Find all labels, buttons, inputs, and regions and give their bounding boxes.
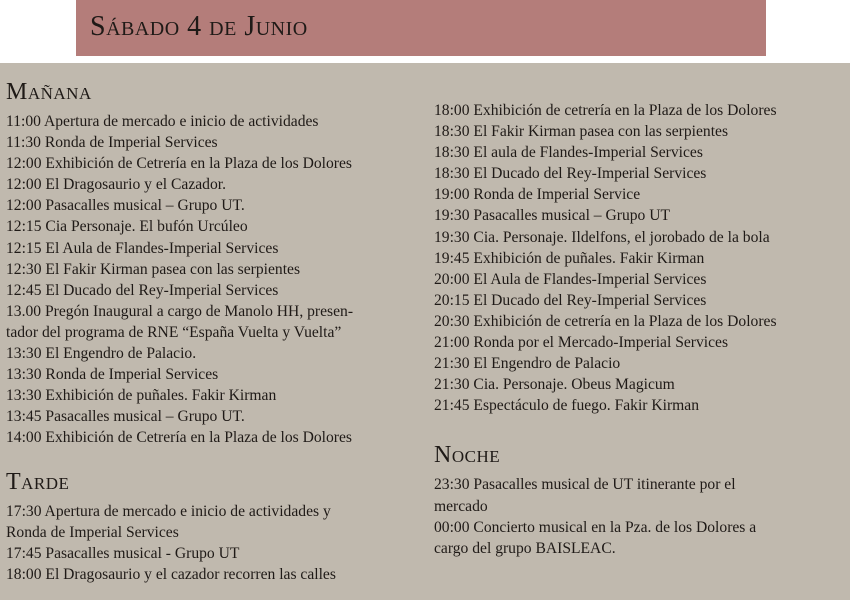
list-item: 23:30 Pasacalles musical de UT itinerante por el bbox=[434, 476, 736, 494]
list-item: 20:15 El Ducado del Rey-Imperial Services bbox=[434, 291, 707, 309]
list-item: 21:45 Espectáculo de fuego. Fakir Kirman bbox=[434, 397, 700, 415]
list-item: 18:00 Exhibición de cetrería en la Plaza de los Dolores bbox=[434, 102, 777, 119]
left-column bbox=[6, 79, 426, 585]
list-item: 14:00 Exhibición de Cetrería en la Plaza de los Dolores bbox=[6, 429, 352, 447]
list-item: cargo del grupo BAISLEAC. bbox=[434, 539, 616, 557]
list-item: 11:00 Apertura de mercado e inicio de actividades bbox=[6, 113, 319, 130]
list-item: 21:30 El Engendro de Palacio bbox=[434, 355, 621, 373]
list-item: 13.00 Pregón Inaugural a cargo de Manolo HH, presen- bbox=[6, 302, 354, 320]
right-column bbox=[434, 100, 846, 559]
list-item: 12:00 Exhibición de Cetrería en la Plaza de los Dolores bbox=[6, 155, 352, 173]
list-item: 19:00 Ronda de Imperial Service bbox=[434, 186, 641, 204]
manana-list bbox=[6, 111, 426, 449]
list-item: 18:30 El Fakir Kirman pasea con las serpientes bbox=[434, 123, 729, 141]
list-item: 17:45 Pasacalles musical - Grupo UT bbox=[6, 544, 240, 562]
list-item: 18:00 El Dragosaurio y el cazador recorren las calles bbox=[6, 565, 336, 583]
list-item: 13:30 Exhibición de puñales. Fakir Kirman bbox=[6, 387, 277, 405]
list-item: Ronda de Imperial Services bbox=[6, 523, 179, 541]
tarde-heading: Tarde bbox=[6, 468, 70, 495]
list-item: 12:45 El Ducado del Rey-Imperial Services bbox=[6, 281, 279, 299]
list-item: 13:30 El Engendro de Palacio. bbox=[6, 345, 197, 363]
list-item: 11:30 Ronda de Imperial Services bbox=[6, 134, 218, 152]
list-item: 17:30 Apertura de mercado e inicio de actividades y bbox=[6, 502, 331, 520]
list-item: 13:30 Ronda de Imperial Services bbox=[6, 366, 219, 384]
list-item: 21:30 Cia. Personaje. Obeus Magicum bbox=[434, 376, 675, 394]
list-item: 12:00 Pasacalles musical – Grupo UT. bbox=[6, 197, 245, 215]
page-title: Sábado 4 de Junio bbox=[90, 11, 308, 42]
list-item: 12:15 El Aula de Flandes-Imperial Services bbox=[6, 239, 279, 257]
list-item: 20:00 El Aula de Flandes-Imperial Services bbox=[434, 270, 707, 288]
list-item: 18:30 El Ducado del Rey-Imperial Services bbox=[434, 165, 707, 183]
list-item: 12:30 El Fakir Kirman pasea con las serpientes bbox=[6, 260, 301, 278]
section-spacer bbox=[6, 449, 426, 469]
list-item: 00:00 Concierto musical en la Pza. de los Dolores a bbox=[434, 518, 757, 536]
manana-heading: Mañana bbox=[6, 79, 92, 105]
list-item: 19:30 Cia. Personaje. Ildelfons, el jorobado de la bola bbox=[434, 228, 770, 246]
list-item: 12:15 Cia Personaje. El bufón Urcúleo bbox=[6, 218, 248, 236]
tarde-list-continued bbox=[434, 100, 846, 416]
list-item: 18:30 El aula de Flandes-Imperial Services bbox=[434, 144, 703, 162]
section-spacer bbox=[434, 416, 846, 442]
list-item: 21:00 Ronda por el Mercado-Imperial Services bbox=[434, 334, 729, 352]
noche-list bbox=[434, 474, 846, 558]
header-band bbox=[76, 0, 766, 56]
list-item: 12:00 El Dragosaurio y el Cazador. bbox=[6, 176, 226, 194]
list-item: 19:45 Exhibición de puñales. Fakir Kirman bbox=[434, 249, 705, 267]
list-item: 13:45 Pasacalles musical – Grupo UT. bbox=[6, 408, 245, 426]
noche-heading: Noche bbox=[434, 442, 501, 469]
tarde-list bbox=[6, 501, 426, 585]
list-item: 19:30 Pasacalles musical – Grupo UT bbox=[434, 207, 671, 225]
list-item: mercado bbox=[434, 497, 488, 515]
list-item: 20:30 Exhibición de cetrería en la Plaza de los Dolores bbox=[434, 312, 777, 330]
list-item: tador del programa de RNE “España Vuelta y Vuelta” bbox=[6, 323, 342, 341]
